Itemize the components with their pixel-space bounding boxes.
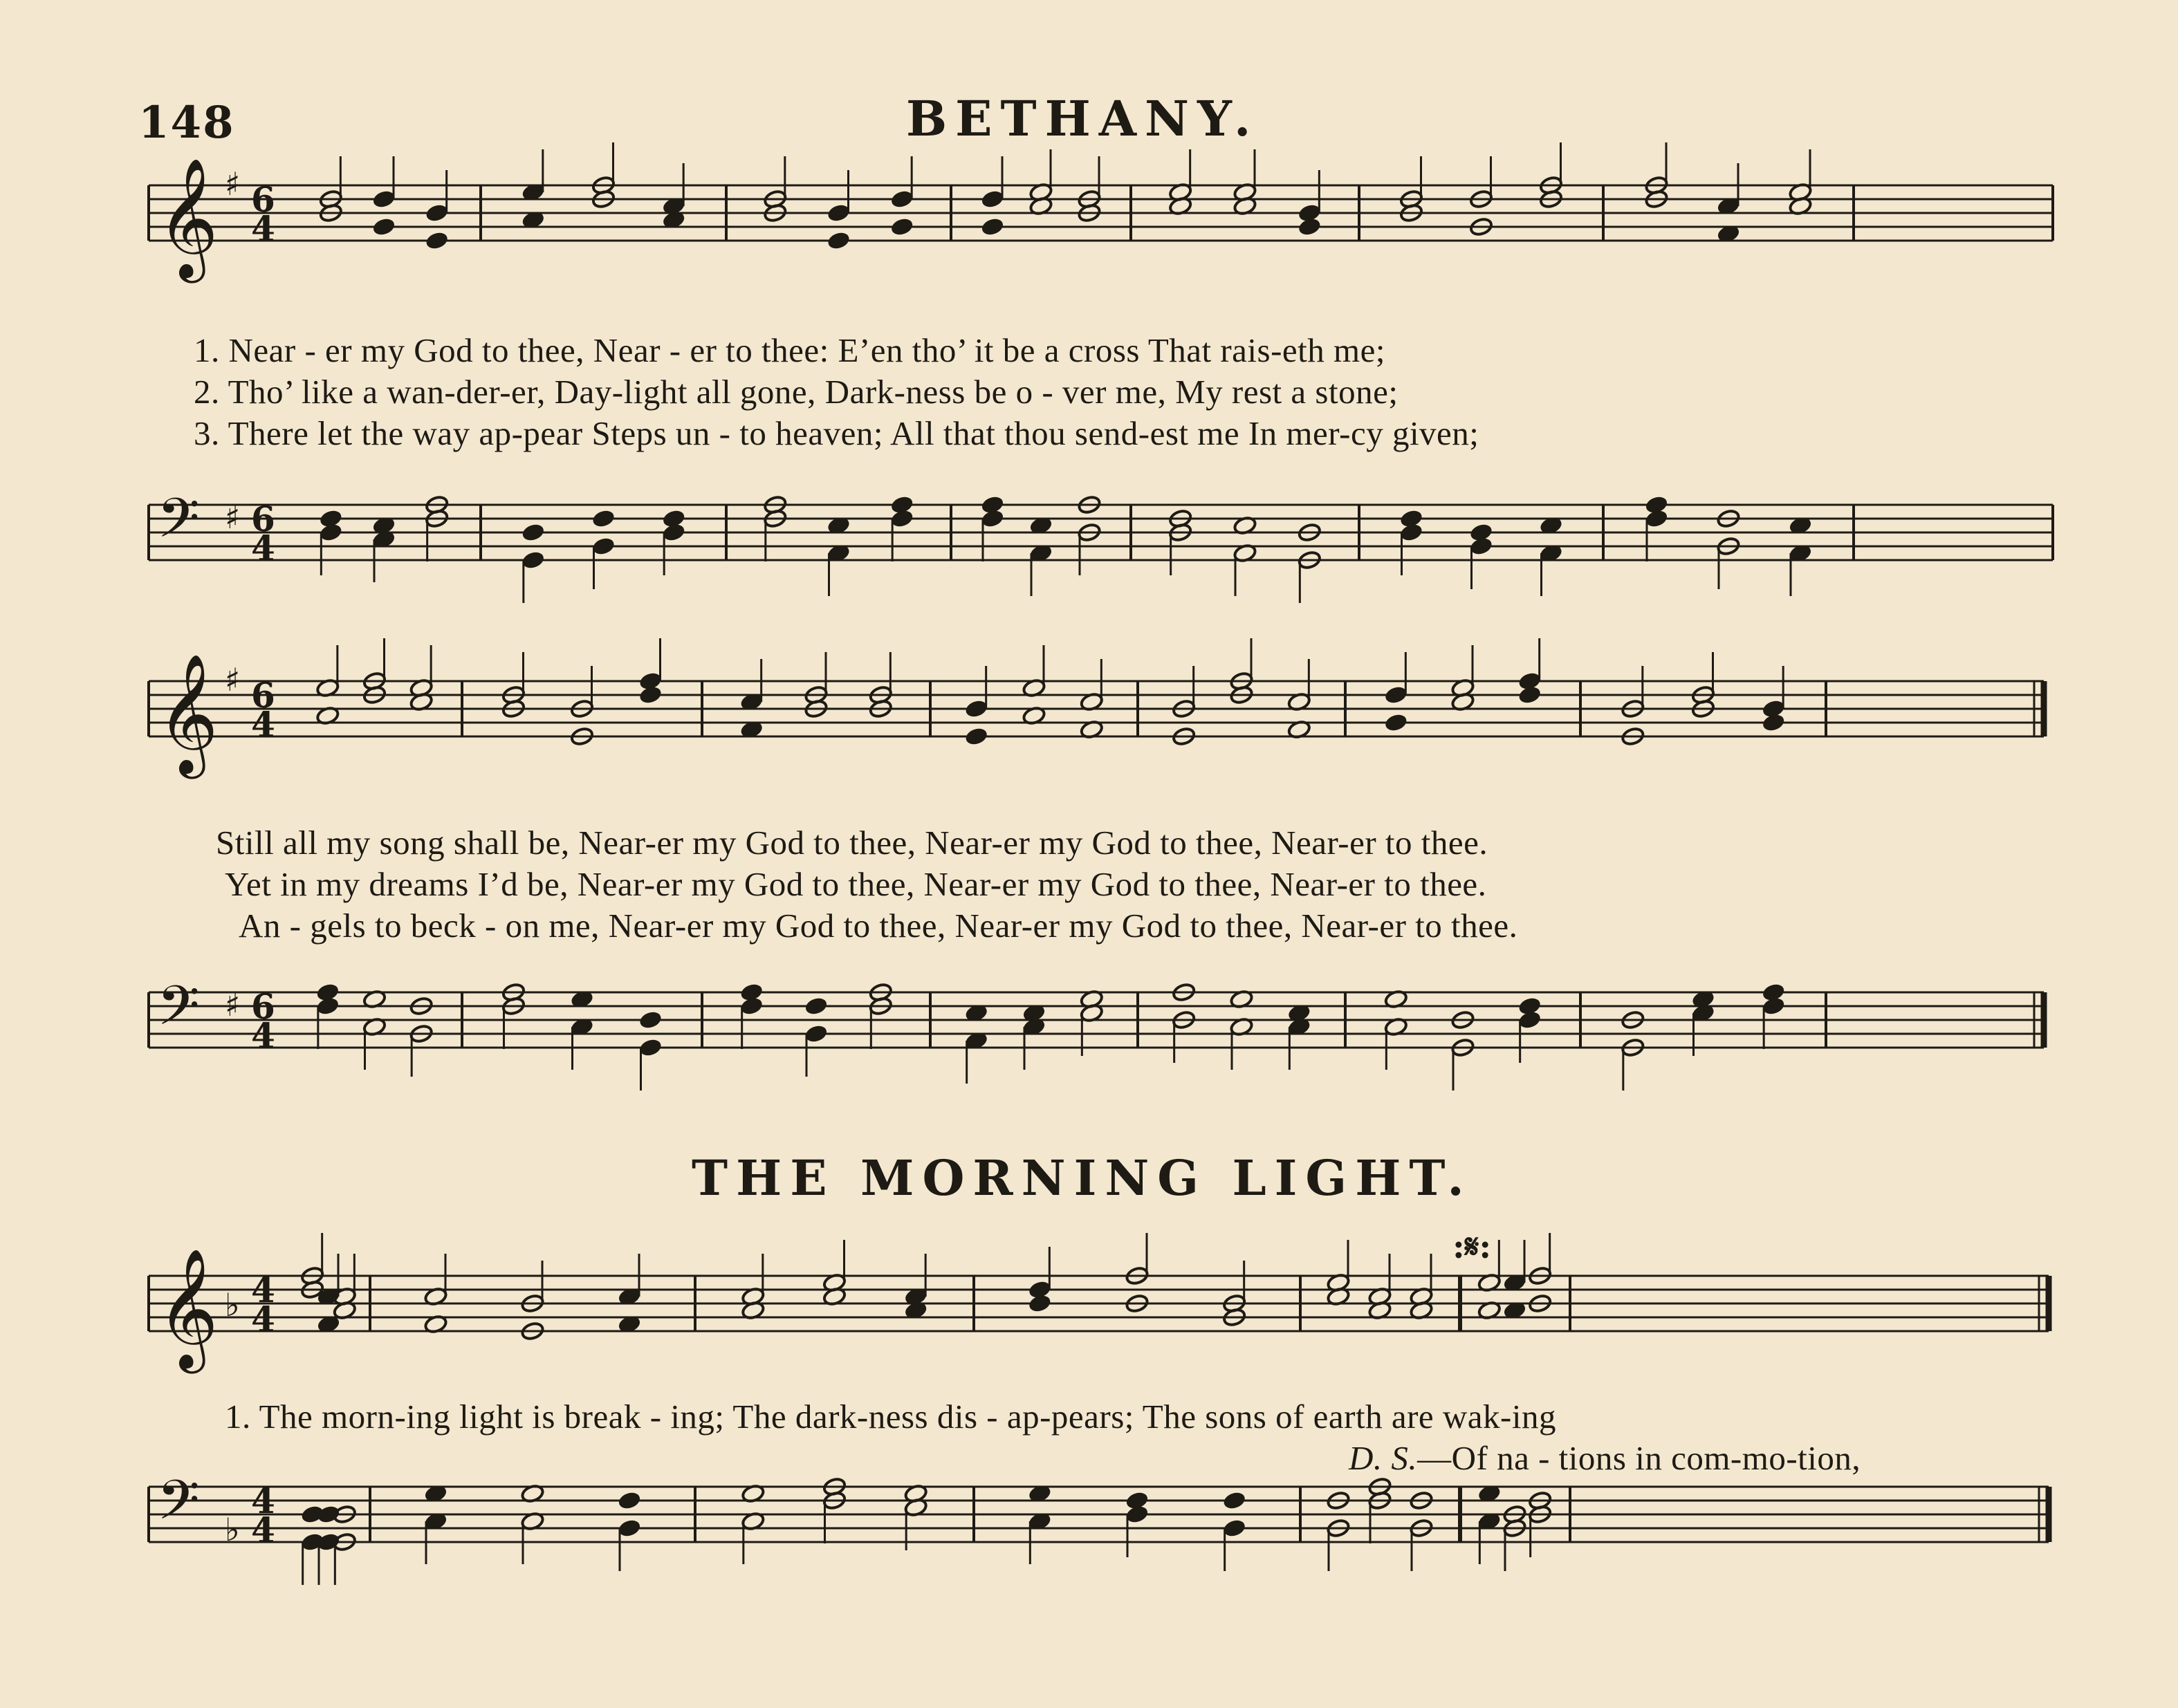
time-signature-bottom: 4 bbox=[251, 1510, 275, 1550]
svg-text:𝄞: 𝄞 bbox=[157, 653, 219, 774]
lyric-line: 1. The morn-ing light is break - ing; The dark-ness dis - ap-pears; The sons of earth are wak-ing bbox=[225, 1398, 1556, 1436]
svg-text:♯: ♯ bbox=[225, 661, 241, 698]
svg-text:𝄢: 𝄢 bbox=[157, 974, 200, 1051]
lyric-line: 1. Near - er my God to thee, Near - er to thee: E’en tho’ it be a cross That rais-eth me; bbox=[194, 331, 1386, 369]
lyric-line: Yet in my dreams I’d be, Near-er my God to thee, Near-er my God to thee, Near-er to thee. bbox=[225, 865, 1487, 903]
lyric-line: Still all my song shall be, Near-er my God to thee, Near-er my God to thee, Near-er to thee. bbox=[216, 824, 1488, 862]
svg-text:♭: ♭ bbox=[225, 1286, 240, 1324]
time-signature-bottom: 4 bbox=[251, 1299, 275, 1339]
time-signature-bottom: 4 bbox=[251, 528, 275, 568]
lyric-line: An - gels to beck - on me, Near-er my God to thee, Near-er my God to thee, Near-er to thee. bbox=[239, 907, 1518, 945]
time-signature-top: 6 bbox=[251, 499, 275, 539]
svg-text:♯: ♯ bbox=[225, 499, 241, 536]
time-signature-bottom: 4 bbox=[251, 1015, 275, 1056]
ds-line bbox=[1349, 1438, 1861, 1478]
ds-label: D. S. bbox=[1349, 1439, 1418, 1477]
svg-text:♯: ♯ bbox=[225, 165, 241, 203]
time-signature-top: 4 bbox=[251, 1480, 275, 1521]
svg-text:♯: ♯ bbox=[225, 986, 241, 1023]
song-title-bethany: BETHANY. bbox=[906, 90, 1259, 147]
svg-text:𝄢: 𝄢 bbox=[157, 486, 200, 564]
time-signature-bottom: 4 bbox=[251, 208, 275, 249]
song-title-morning-light: THE MORNING LIGHT. bbox=[692, 1149, 1473, 1207]
page-number: 148 bbox=[138, 97, 235, 149]
svg-text:𝄢: 𝄢 bbox=[157, 1468, 200, 1545]
lyric-line: 3. There let the way ap-pear Steps un - to heaven; All that thou send-est me In mer-cy given; bbox=[194, 414, 1479, 452]
lyric-line: 2. Tho’ like a wan-der-er, Day-light all gone, Dark-ness be o - ver me, My rest a stone; bbox=[194, 373, 1399, 411]
time-signature-bottom: 4 bbox=[251, 704, 275, 745]
segno-mark: :𝄋: bbox=[1452, 1227, 1492, 1266]
svg-text:𝄞: 𝄞 bbox=[157, 158, 219, 278]
time-signature-top: 6 bbox=[251, 179, 275, 220]
ds-text: —Of na - tions in com-mo-tion, bbox=[1417, 1439, 1861, 1477]
time-signature-top: 6 bbox=[251, 986, 275, 1027]
svg-text:♭: ♭ bbox=[225, 1511, 240, 1548]
time-signature-top: 6 bbox=[251, 675, 275, 716]
time-signature-top: 4 bbox=[251, 1270, 275, 1310]
svg-text:𝄞: 𝄞 bbox=[157, 1248, 219, 1368]
